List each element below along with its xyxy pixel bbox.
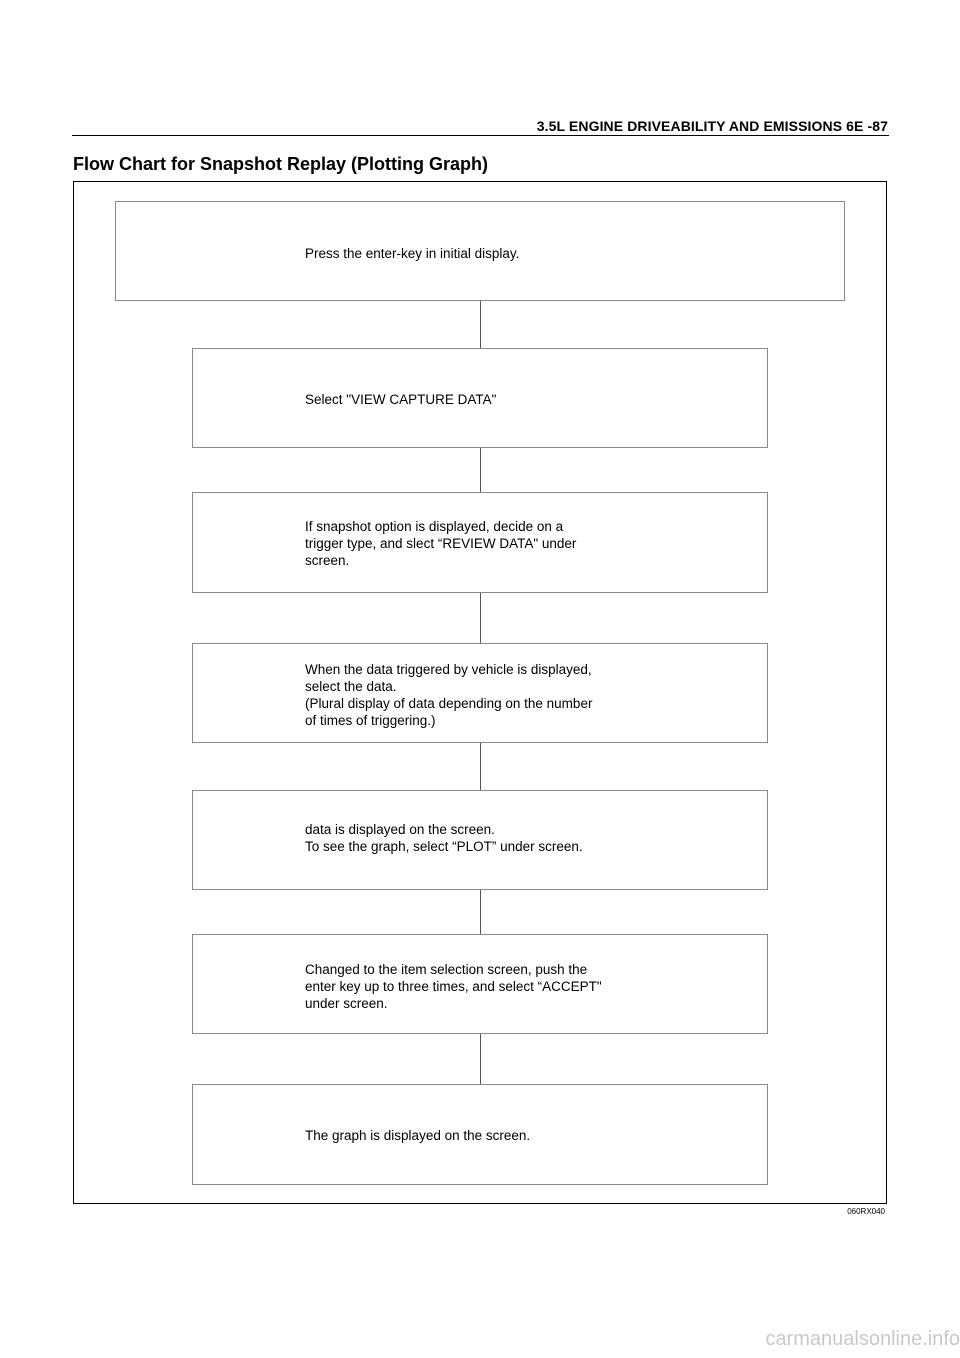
connector-2 [480,448,481,492]
connector-3 [480,593,481,643]
page-title: Flow Chart for Snapshot Replay (Plotting Graph) [73,154,489,174]
connector-4 [480,743,481,790]
flow-step-3-text: If snapshot option is displayed, decide on a trigger type, and slect “REVIEW DATA" under screen. [305,519,577,568]
connector-1 [480,301,481,348]
flow-step-5-text: data is displayed on the screen. To see the graph, select “PLOT” under screen. [305,822,583,854]
flow-step-7-text: The graph is displayed on the screen. [305,1128,531,1143]
flow-step-1-text: Press the enter-key in initial display. [305,246,520,261]
flow-step-4-text: When the data triggered by vehicle is displayed, select the data. (Plural display of data depending on the number of times of triggering.) [305,662,593,728]
connector-6 [480,1034,481,1084]
watermark: carmanualsonline.info [765,1328,960,1350]
running-header: 3.5L ENGINE DRIVEABILITY AND EMISSIONS 6E -87 [536,118,888,134]
flow-step-6-text: Changed to the item selection screen, push the enter key up to three times, and select “ACCEPT" under screen. [305,962,602,1011]
header-rule [72,135,889,136]
flow-step-2-text: Select "VIEW CAPTURE DATA" [305,392,497,407]
figure-code: 060RX040 [847,1207,885,1216]
connector-5 [480,890,481,934]
